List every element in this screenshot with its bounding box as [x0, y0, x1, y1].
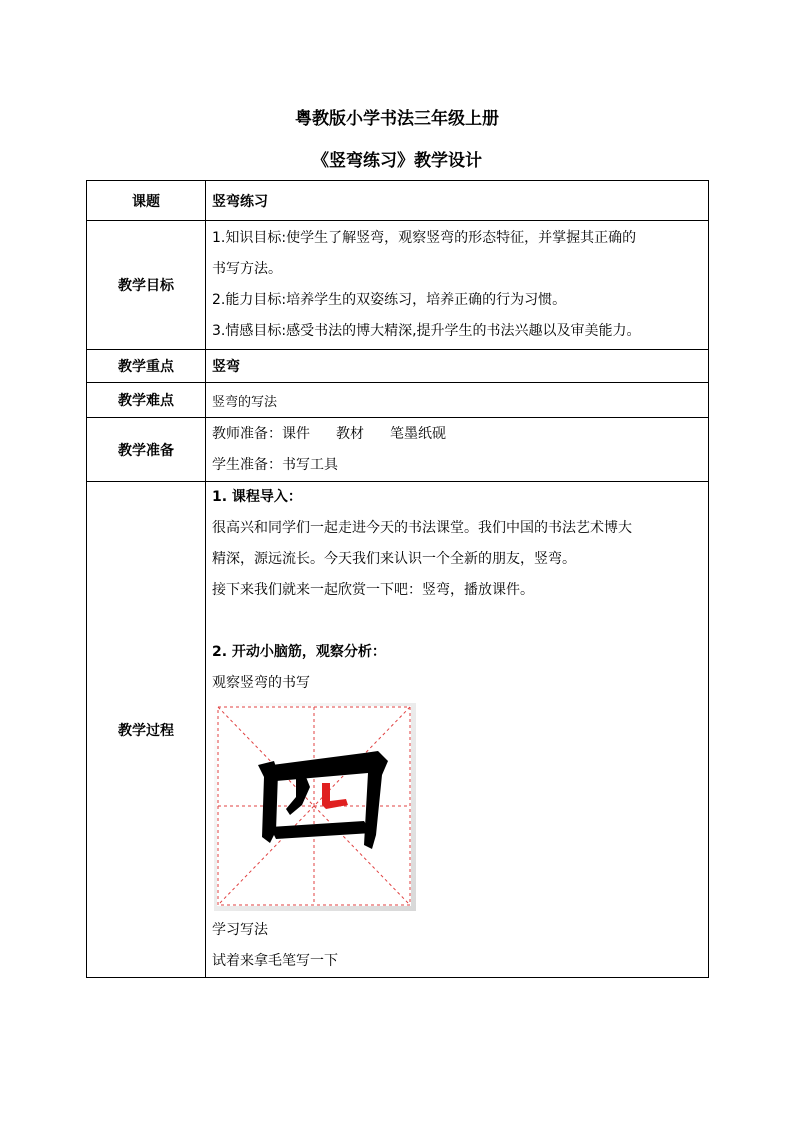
row-difficulty [87, 383, 709, 418]
key-value: 竖弯 [206, 350, 709, 383]
row-key [87, 350, 709, 383]
lesson-plan-table [86, 180, 709, 978]
calligraphy-grid-image [214, 703, 416, 911]
section-2-after-1: 学习写法 [212, 922, 268, 938]
process-label: 教学过程 [87, 482, 206, 978]
goals-label: 教学目标 [87, 221, 206, 350]
goal-line-1: 1.知识目标:使学生了解竖弯，观察竖弯的形态特征，并掌握其正确的 [212, 230, 637, 246]
teacher-prep-textbook: 教材 [336, 425, 364, 442]
rice-grid-character [214, 703, 416, 911]
document-subtitle: 《竖弯练习》教学设计 [312, 151, 482, 171]
document-title: 粤教版小学书法三年级上册 [295, 109, 499, 129]
section-1-line-1: 很高兴和同学们一起走进今天的书法课堂。我们中国的书法艺术博大 [212, 520, 632, 536]
goal-line-4: 3.情感目标:感受书法的博大精深,提升学生的书法兴趣以及审美能力。 [212, 323, 641, 339]
teacher-prep [212, 419, 702, 450]
section-1-line-2: 精深，源远流长。今天我们来认识一个全新的朋友，竖弯。 [212, 551, 576, 567]
prep-content [206, 418, 709, 482]
section-2-after-2: 试着来拿毛笔写一下 [212, 953, 338, 969]
row-goals [87, 221, 709, 350]
section-1-line-3: 接下来我们就来一起欣赏一下吧：竖弯，播放课件。 [212, 582, 534, 598]
section-2-line: 观察竖弯的书写 [212, 675, 310, 691]
section-1-heading: 1. 课程导入： [212, 489, 302, 505]
teacher-prep-courseware: 教师准备：课件 [212, 425, 310, 442]
prep-label: 教学准备 [87, 418, 206, 482]
topic-value: 竖弯练习 [206, 181, 709, 221]
row-prep [87, 418, 709, 482]
student-prep: 学生准备：书写工具 [212, 456, 338, 473]
difficulty-label: 教学难点 [87, 383, 206, 418]
section-2-heading: 2. 开动小脑筋，观察分析： [212, 644, 386, 660]
key-label: 教学重点 [87, 350, 206, 383]
goal-line-3: 2.能力目标:培养学生的双姿练习，培养正确的行为习惯。 [212, 292, 567, 308]
process-content [206, 482, 709, 978]
goal-line-2: 书写方法。 [212, 261, 282, 277]
difficulty-value: 竖弯的写法 [206, 383, 709, 418]
goals-content [206, 221, 709, 350]
topic-label: 课题 [87, 181, 206, 221]
row-process [87, 482, 709, 978]
teacher-prep-tools: 笔墨纸砚 [390, 425, 446, 442]
row-topic [87, 181, 709, 221]
